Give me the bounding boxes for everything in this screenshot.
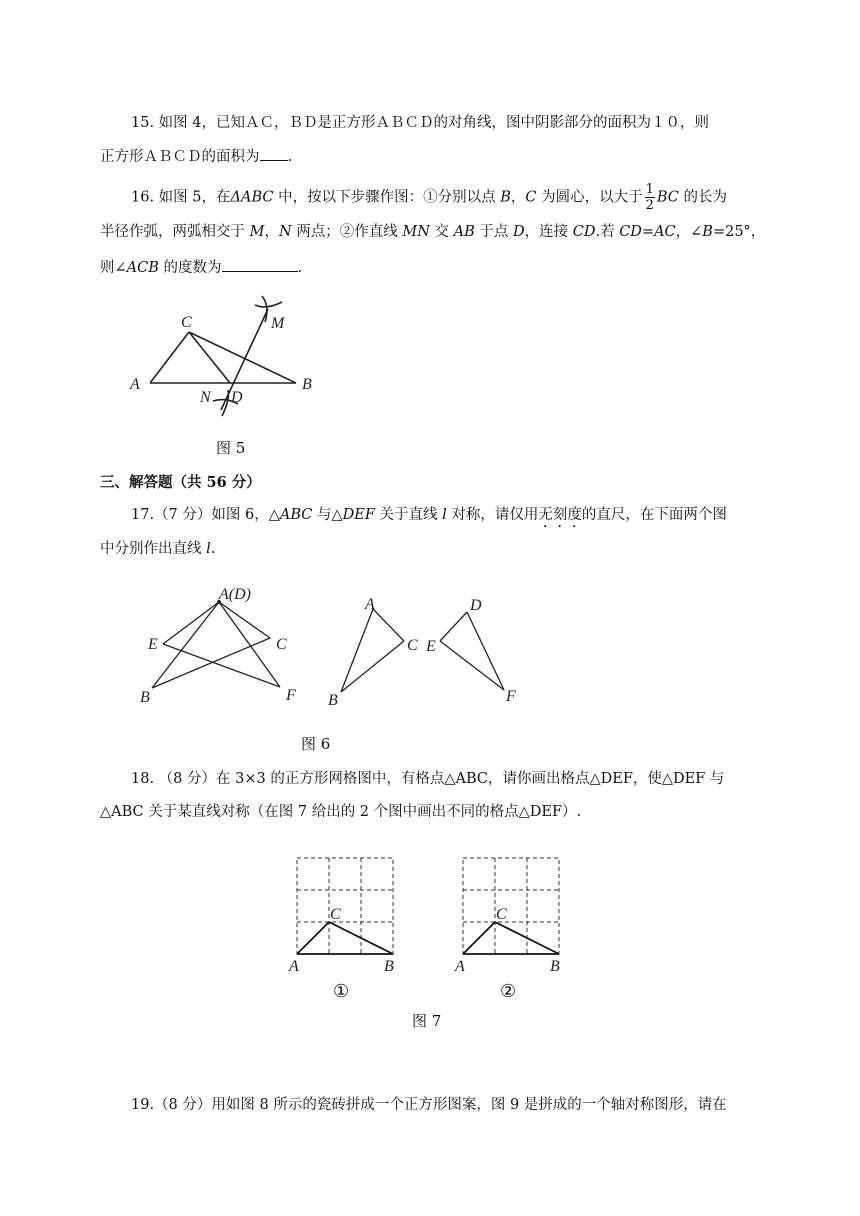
fig5-label-a: A <box>130 376 140 393</box>
grid1-label-b: B <box>384 958 394 975</box>
q16-math: B <box>702 224 713 240</box>
fig6-label-b: B <box>140 689 150 706</box>
q16-text: 中，按以下步骤作图：①分别以点 <box>273 189 501 206</box>
q19-line1: 19.（8 分）用如图 8 所示的瓷砖拼成一个正方形图案，图 9 是拼成的一个轴对称图形，请在 <box>131 1097 727 1113</box>
fig6-label-b2: B <box>328 692 338 709</box>
q16-math: CD=AC <box>619 224 676 240</box>
q15-line2-end: . <box>287 149 293 165</box>
q17-text: 对称，请仅用 <box>446 507 539 523</box>
fig5-label-n: N <box>200 389 211 406</box>
fig6-label-e2: E <box>426 638 436 655</box>
q16-math: CD <box>572 224 596 240</box>
fig6-caption: 图 6 <box>301 735 331 753</box>
fig5-label-m: M <box>271 315 285 332</box>
fig6-label-f2: F <box>506 688 516 705</box>
q17-math: ABC <box>279 507 313 523</box>
q17-text: 与△ <box>312 507 343 523</box>
q17-text: . <box>210 541 216 557</box>
grid-1[interactable] <box>288 858 394 975</box>
fig5-label-d: D <box>231 389 243 406</box>
grid1-label-c: C <box>330 906 341 923</box>
grid-2[interactable] <box>454 858 560 975</box>
q16-text: =25°， <box>712 224 766 240</box>
fig6-label-f: F <box>286 687 296 704</box>
q16-math: N <box>278 224 292 240</box>
q17-text: 的直尺，在下面两个图 <box>581 507 727 523</box>
q16-math: C <box>525 189 537 206</box>
q16-text: ， <box>510 189 526 206</box>
q16-text: 半径作弧，两弧相交于 <box>100 224 250 240</box>
q17-math: l <box>442 507 447 523</box>
q16-math: ΔABC <box>230 189 274 206</box>
fraction-denominator: 2 <box>645 198 654 213</box>
grid2-label-b: B <box>550 958 560 975</box>
q16-text: ， <box>264 224 279 240</box>
q17-math: DEF <box>342 507 375 523</box>
grid2-number: ② <box>500 981 517 1002</box>
q17-text: 关于直线 <box>374 507 443 523</box>
grid2-label-c: C <box>496 906 507 923</box>
q15-line2-text: 正方形ＡＢＣＤ的面积为 <box>100 149 260 165</box>
fig6-label-d2: D <box>470 597 482 614</box>
q16-math: AB <box>453 224 475 240</box>
q16-text: ，∠ <box>675 224 703 240</box>
q16-text: 则∠ <box>100 260 127 276</box>
fig7-caption: 图 7 <box>412 1012 442 1030</box>
q16-math: D <box>513 224 525 240</box>
q18-line2: △ABC 关于某直线对称（在图 7 给出的 2 个图中画出不同的格点△DEF）. <box>100 804 582 820</box>
q16-text: ，连接 <box>524 224 573 240</box>
q17-emphasis: 无刻度 <box>538 507 582 523</box>
q15-line1: 15. 如图 4，已知ＡＣ，ＢＤ是正方形ＡＢＣＤ的对角线，图中阴影部分的面积为１０，则 <box>131 115 709 131</box>
fig5-caption: 图 5 <box>216 439 246 457</box>
q16-text: 的长为 <box>678 189 727 206</box>
fig6-label-c: C <box>276 636 287 653</box>
fraction-numerator: 1 <box>645 182 654 197</box>
q16-math: M <box>249 224 265 240</box>
grid1-label-a: A <box>289 958 299 975</box>
q17-math: l <box>206 541 211 557</box>
section-title: 三、解答题（共 56 分） <box>100 474 261 491</box>
q16-math: BC <box>656 189 679 206</box>
grid1-number: ① <box>333 981 350 1002</box>
q16-text: 交 <box>429 224 454 240</box>
fig5-label-c: C <box>181 314 192 331</box>
fig6-label-c2: C <box>407 637 418 654</box>
q16-math: MN <box>402 224 430 240</box>
q16-text: 16. 如图 5，在 <box>131 189 231 206</box>
q16-text: 的度数为 <box>158 260 222 276</box>
fig5-label-b: B <box>302 376 312 393</box>
q17-text: 17.（7 分）如图 6，△ <box>131 507 280 523</box>
fig6-label-a2: A <box>365 596 375 613</box>
q16-math: ACB <box>126 260 159 276</box>
q16-text: .若 <box>595 224 620 240</box>
q16-text: 为圆心，以大于 <box>536 189 643 206</box>
fig6-label-ad: A(D) <box>219 586 251 603</box>
q16-text: 于点 <box>474 224 513 240</box>
grid2-label-a: A <box>455 958 465 975</box>
q17-text: 中分别作出直线 <box>100 541 207 557</box>
q18-line1: 18. （8 分）在 3×3 的正方形网格图中，有格点△ABC，请你画出格点△DEF，使△DEF 与 <box>131 771 725 787</box>
q16-text: . <box>297 260 303 276</box>
q16-math: B <box>500 189 511 206</box>
q16-text: 两点；②作直线 <box>291 224 403 240</box>
fig6-label-e: E <box>148 636 158 653</box>
